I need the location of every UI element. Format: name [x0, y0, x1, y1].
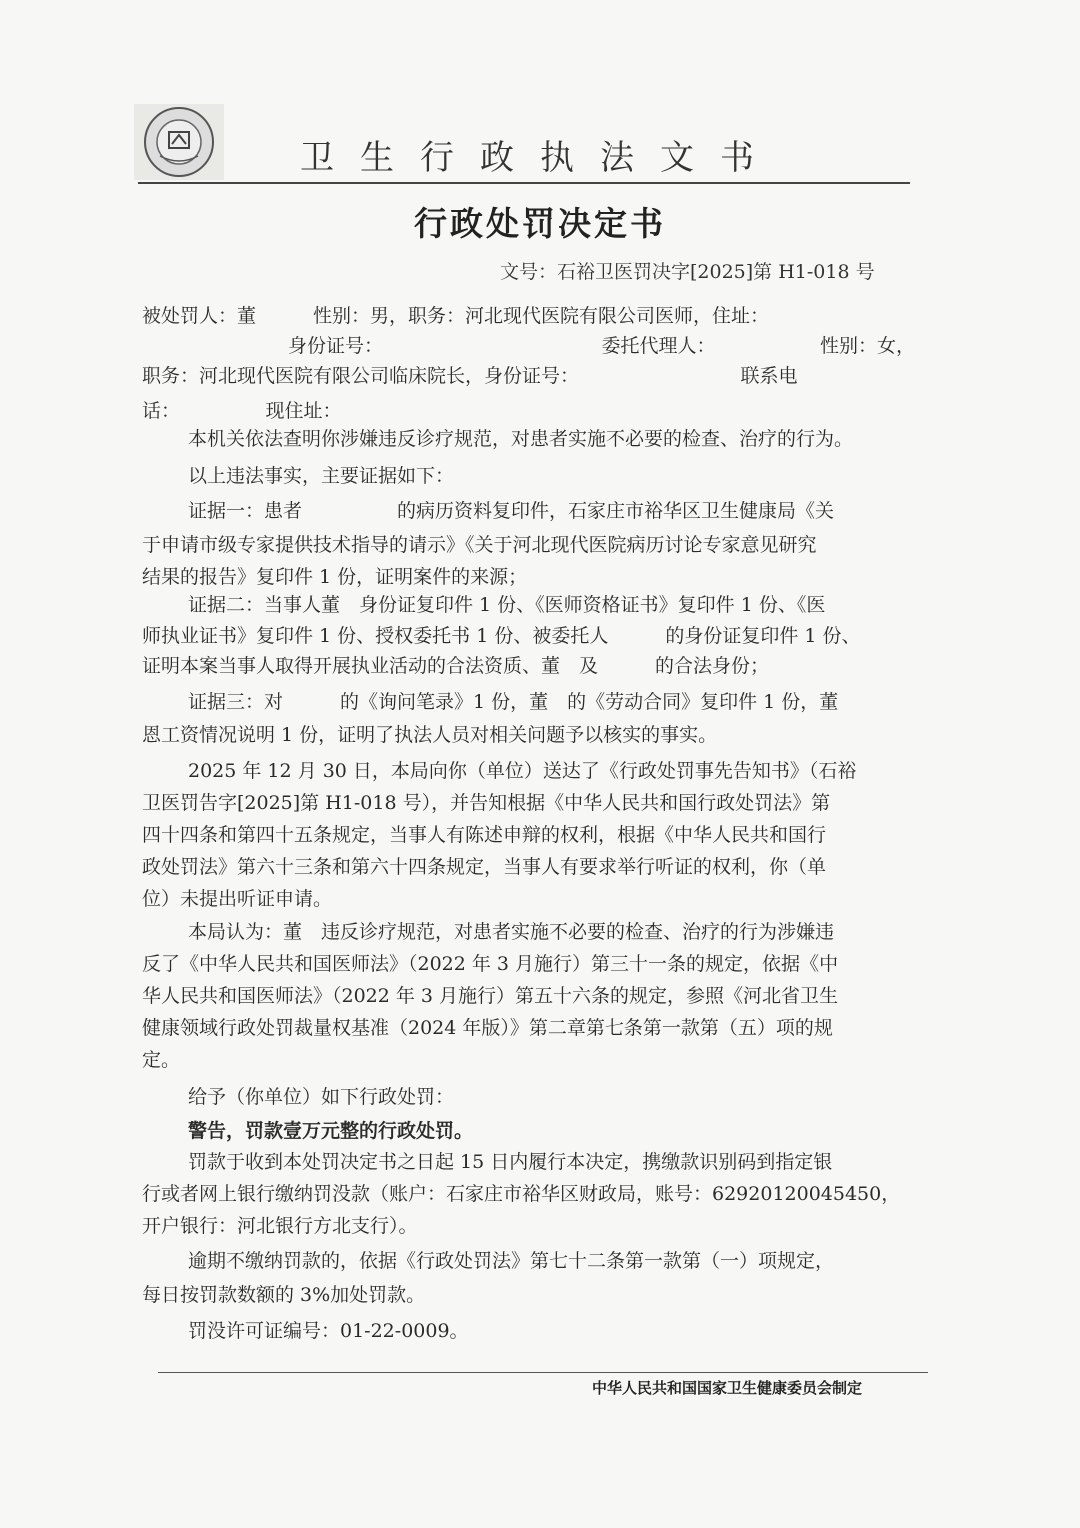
- header-divider: [138, 182, 910, 184]
- body-line: 罚款于收到本处罚决定书之日起 15 日内履行本决定，携缴款识别码到指定银: [188, 1151, 833, 1173]
- body-line: 四十四条和第四十五条规定，当事人有陈述申辩的权利，根据《中华人民共和国行: [142, 824, 827, 846]
- body-line: 定。: [142, 1049, 181, 1071]
- page-title: 行政处罚决定书: [414, 204, 666, 243]
- penalty-decision: 警告，罚款壹万元整的行政处罚。: [188, 1120, 474, 1142]
- body-line: 被处罚人：董 性别：男，职务：河北现代医院有限公司医师，住址：: [142, 305, 770, 327]
- body-line: 行或者网上银行缴纳罚没款（账户：石家庄市裕华区财政局，账号：62920120045450，: [142, 1183, 901, 1205]
- body-line: 证据三：对 的《询问笔录》1 份，董 的《劳动合同》复印件 1 份，董: [188, 691, 839, 713]
- issuer-footer: 中华人民共和国国家卫生健康委员会制定: [592, 1379, 863, 1397]
- body-line: 健康领域行政处罚裁量权基准（2024 年版）》第二章第七条第一款第（五）项的规: [142, 1017, 833, 1039]
- body-line: 结果的报告》复印件 1 份，证明案件的来源；: [142, 566, 528, 588]
- document-number: 文号：石裕卫医罚决字[2025]第 H1-018 号: [500, 261, 875, 283]
- body-line: 本局认为：董 违反诊疗规范，对患者实施不必要的检查、治疗的行为涉嫌违: [188, 921, 835, 943]
- body-line: 身份证号： 委托代理人： 性别：女，: [288, 335, 916, 357]
- body-line: 证据二：当事人董 身份证复印件 1 份、《医师资格证书》复印件 1 份、《医: [188, 594, 826, 616]
- body-line: 逾期不缴纳罚款的，依据《行政处罚法》第七十二条第一款第（一）项规定，: [188, 1250, 835, 1272]
- body-line: 给予（你单位）如下行政处罚：: [188, 1086, 455, 1108]
- body-line: 师执业证书》复印件 1 份、授权委托书 1 份、被委托人 的身份证复印件 1 份、: [142, 625, 861, 647]
- body-line: 以上违法事实，主要证据如下：: [188, 465, 455, 487]
- body-line: 职务：河北现代医院有限公司临床院长，身份证号： 联系电: [142, 365, 798, 387]
- body-line: 反了《中华人民共和国医师法》（2022 年 3 月施行）第三十一条的规定，依据《中: [142, 953, 839, 975]
- agency-document-title: 卫生行政执法文书: [300, 138, 780, 178]
- health-inspection-seal: [134, 104, 224, 180]
- body-line: 位）未提出听证申请。: [142, 888, 333, 910]
- body-line: 恩工资情况说明 1 份，证明了执法人员对相关问题予以核实的事实。: [142, 724, 718, 746]
- footer-divider: [158, 1372, 928, 1373]
- body-line: 话： 现住址：: [142, 400, 342, 422]
- body-line: 于申请市级专家提供技术指导的请示》《关于河北现代医院病历讨论专家意见研究: [142, 534, 817, 556]
- body-line: 证明本案当事人取得开展执业活动的合法资质、董 及 的合法身份；: [142, 655, 770, 677]
- body-line: 卫医罚告字[2025]第 H1-018 号），并告知根据《中华人民共和国行政处罚法》第: [142, 792, 831, 814]
- license-number: 罚没许可证编号：01-22-0009。: [188, 1320, 469, 1342]
- body-line: 政处罚法》第六十三条和第六十四条规定，当事人有要求举行听证的权利，你（单: [142, 856, 827, 878]
- body-line: 每日按罚款数额的 3%加处罚款。: [142, 1284, 426, 1306]
- body-line: 证据一：患者 的病历资料复印件，石家庄市裕华区卫生健康局《关: [188, 500, 835, 522]
- body-line: 本机关依法查明你涉嫌违反诊疗规范，对患者实施不必要的检查、治疗的行为。: [188, 428, 854, 450]
- body-line: 华人民共和国医师法》（2022 年 3 月施行）第五十六条的规定，参照《河北省卫生: [142, 985, 839, 1007]
- body-line: 2025 年 12 月 30 日，本局向你（单位）送达了《行政处罚事先告知书》（石裕: [188, 760, 857, 782]
- body-line: 开户银行：河北银行方北支行）。: [142, 1215, 418, 1237]
